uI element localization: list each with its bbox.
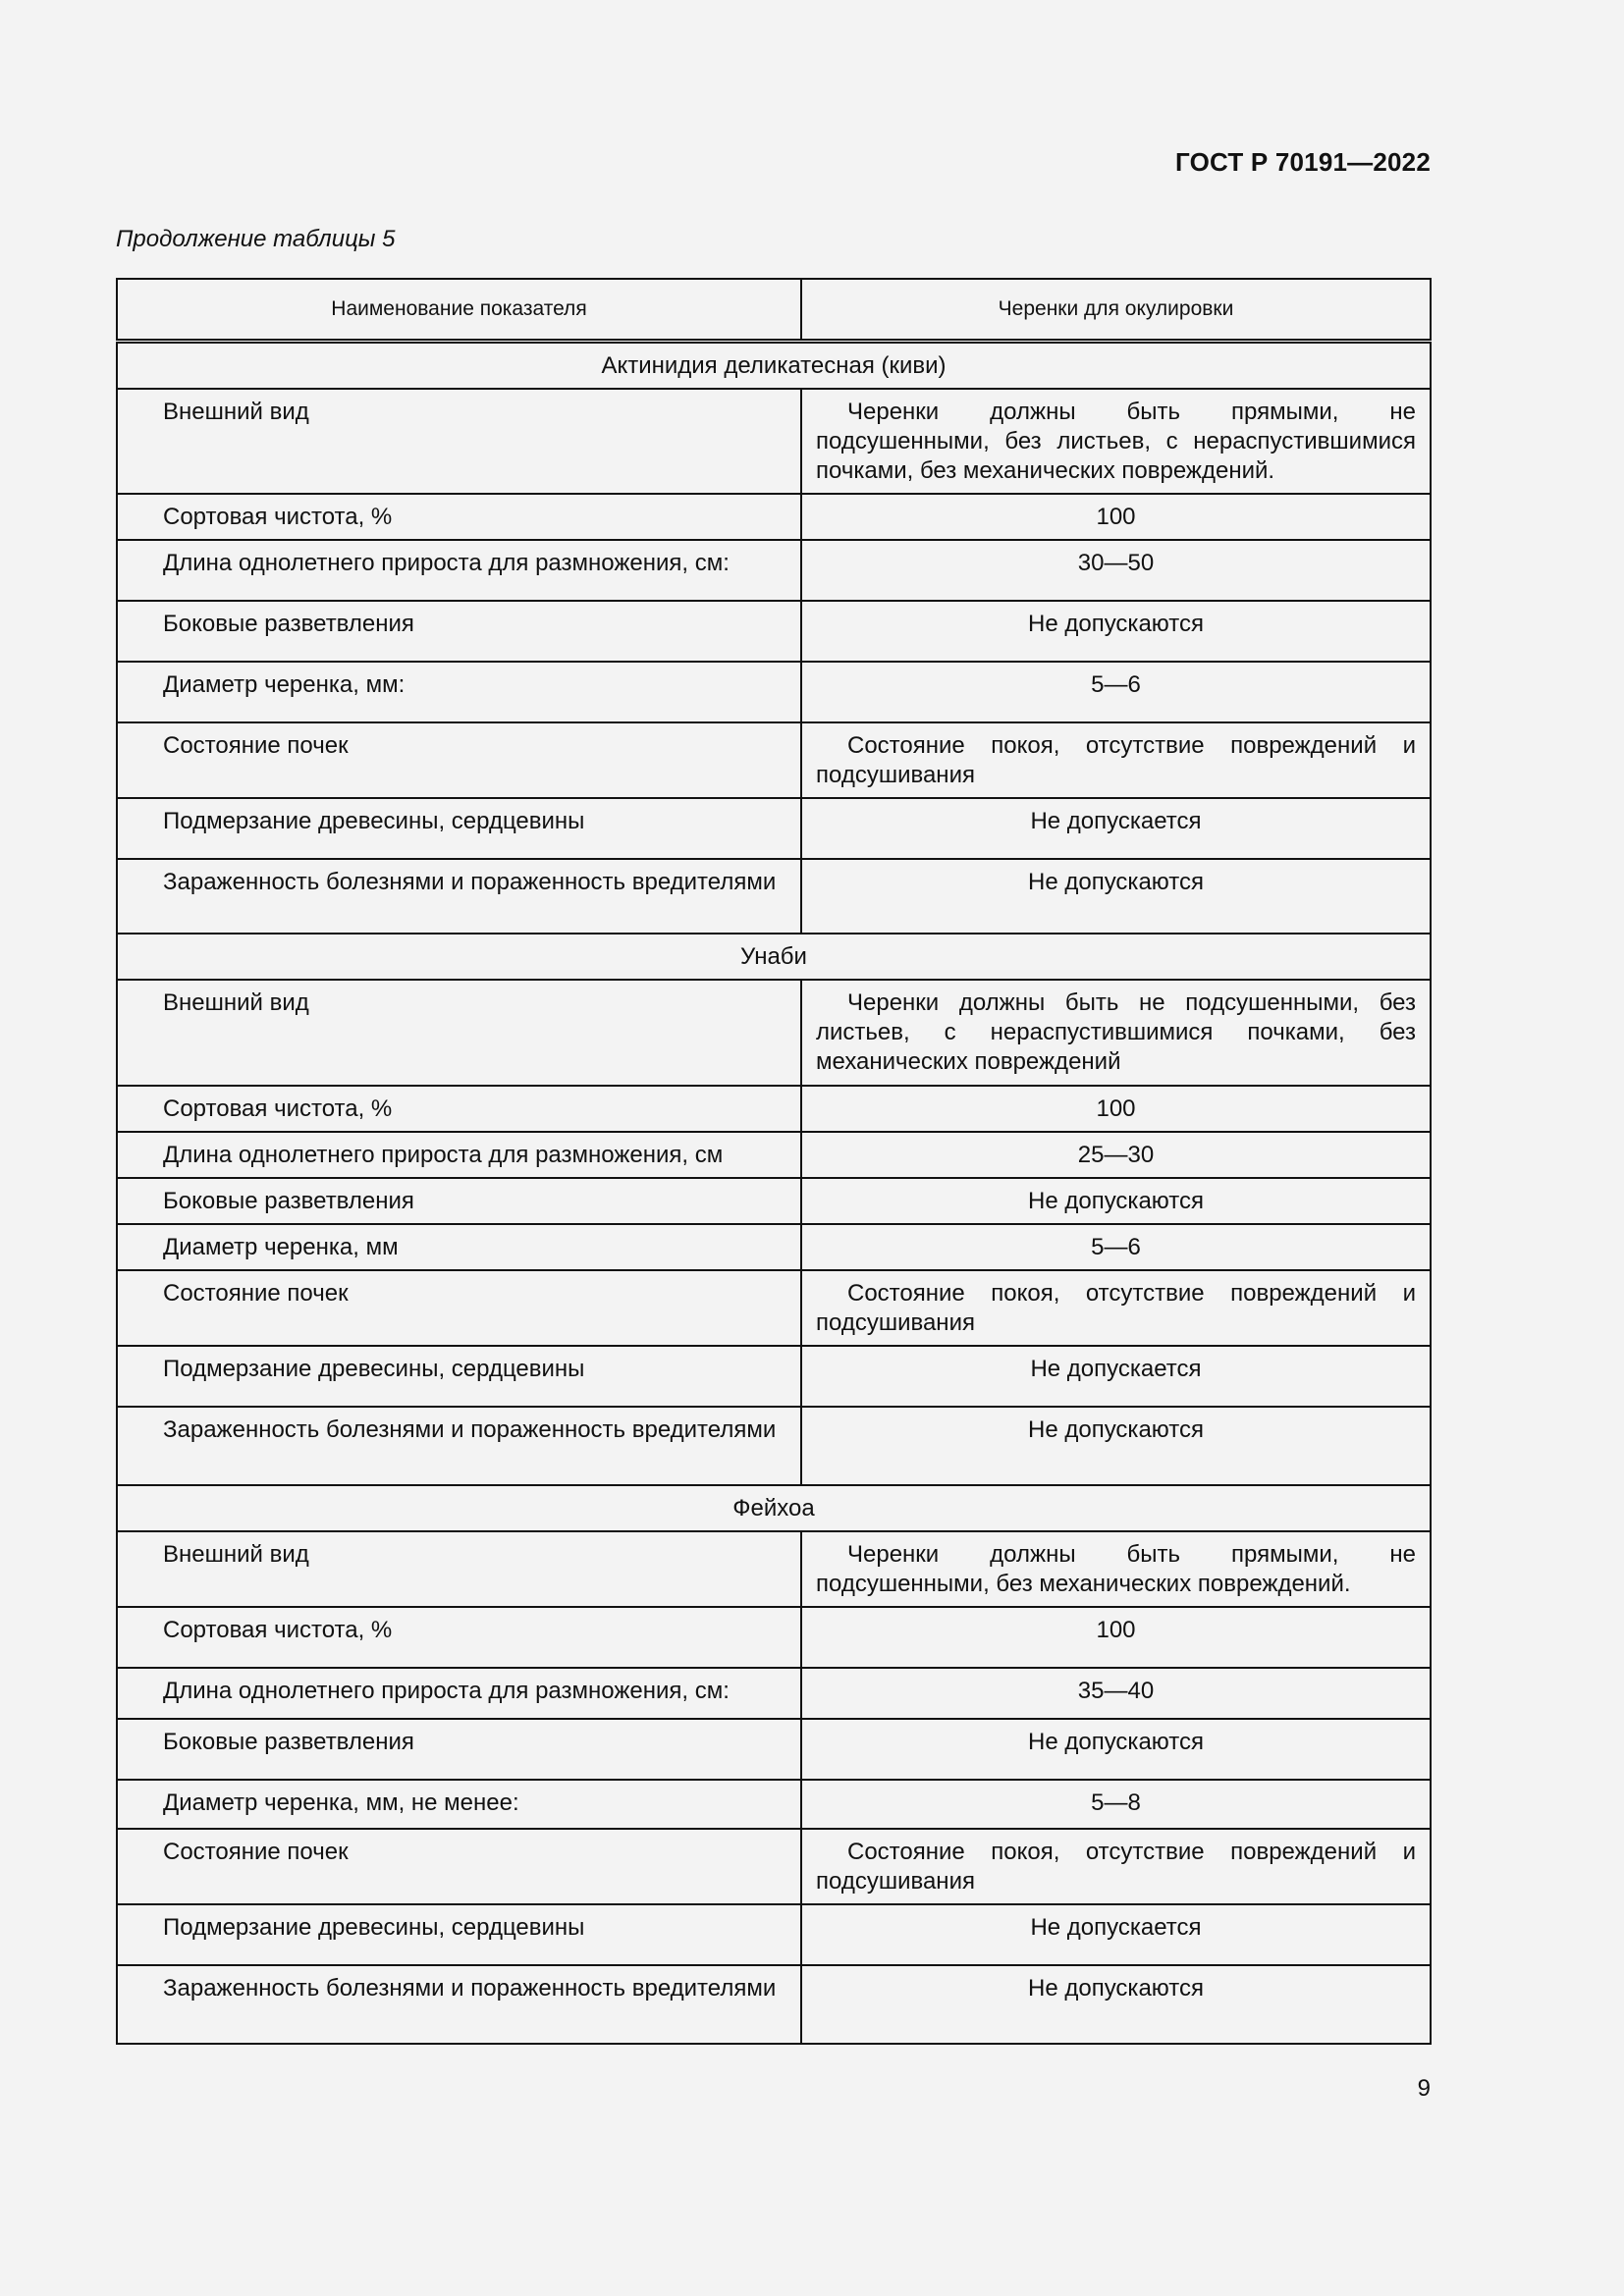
group-title: Фейхоа [117,1485,1431,1531]
indicator-name: Боковые разветвления [117,601,801,662]
indicator-value: 5—6 [801,1224,1431,1270]
table-row [117,1607,1431,1668]
indicators-table [116,278,1432,2045]
table-row [117,494,1431,540]
table-row [117,1531,1431,1607]
indicator-value: 30—50 [801,540,1431,601]
indicator-value: Состояние покоя, отсутствие повреждений и подсушивания [801,722,1431,798]
indicator-value: Состояние покоя, отсутствие повреждений и подсушивания [801,1829,1431,1904]
indicator-value: Не допускается [801,798,1431,859]
indicator-value: Не допускаются [801,601,1431,662]
indicator-name: Зараженность болезнями и пораженность вредителями [117,1407,801,1485]
indicator-value: Черенки должны быть прямыми, не подсушенными, без механических повреждений. [801,1531,1431,1607]
indicator-value: Не допускаются [801,1719,1431,1780]
indicator-name: Диаметр черенка, мм, не менее: [117,1780,801,1829]
group-row [117,342,1431,390]
group-title: Актинидия деликатесная (киви) [117,342,1431,390]
table-row [117,1965,1431,2044]
table-row [117,662,1431,722]
indicator-name: Состояние почек [117,1270,801,1346]
document-code: ГОСТ Р 70191—2022 [1175,147,1431,177]
indicator-name: Внешний вид [117,389,801,494]
indicator-value: Не допускается [801,1904,1431,1965]
indicator-value: 5—6 [801,662,1431,722]
indicator-name: Длина однолетнего прироста для размножения, см: [117,1668,801,1719]
indicator-name: Боковые разветвления [117,1178,801,1224]
table-row [117,1829,1431,1904]
table-row [117,798,1431,859]
group-row [117,1485,1431,1531]
table-caption: Продолжение таблицы 5 [116,226,396,252]
table-row [117,1904,1431,1965]
table-row [117,1178,1431,1224]
indicator-name: Состояние почек [117,1829,801,1904]
indicator-name: Подмерзание древесины, сердцевины [117,1346,801,1407]
indicator-name: Состояние почек [117,722,801,798]
table-header-row [117,279,1431,342]
table-row [117,1780,1431,1829]
indicator-name: Длина однолетнего прироста для размножения, см [117,1132,801,1178]
group-title: Унаби [117,934,1431,980]
indicator-name: Зараженность болезнями и пораженность вредителями [117,859,801,934]
table-row [117,1346,1431,1407]
indicator-value: Не допускаются [801,1965,1431,2044]
indicator-value: Состояние покоя, отсутствие повреждений и подсушивания [801,1270,1431,1346]
page-number: 9 [1417,2075,1431,2102]
table-row [117,1407,1431,1485]
table-row [117,980,1431,1086]
column-header-indicator: Наименование показателя [117,279,801,342]
indicator-value: 5—8 [801,1780,1431,1829]
indicator-name: Внешний вид [117,980,801,1086]
indicator-name: Внешний вид [117,1531,801,1607]
indicator-value: 35—40 [801,1668,1431,1719]
indicator-name: Сортовая чистота, % [117,1607,801,1668]
indicator-name: Зараженность болезнями и пораженность вредителями [117,1965,801,2044]
indicator-value: Не допускается [801,1346,1431,1407]
group-row [117,934,1431,980]
indicator-value: Не допускаются [801,859,1431,934]
indicator-name: Сортовая чистота, % [117,494,801,540]
indicator-name: Подмерзание древесины, сердцевины [117,1904,801,1965]
indicator-value: Не допускаются [801,1407,1431,1485]
table-row [117,601,1431,662]
indicator-name: Подмерзание древесины, сердцевины [117,798,801,859]
table-row [117,1086,1431,1132]
table-row [117,1224,1431,1270]
indicator-value: 25—30 [801,1132,1431,1178]
indicator-value: Не допускаются [801,1178,1431,1224]
indicator-value: 100 [801,494,1431,540]
table-row [117,540,1431,601]
indicator-name: Боковые разветвления [117,1719,801,1780]
indicator-value: Черенки должны быть прямыми, не подсушенными, без листьев, с нераспустившимися почками, без механических повреждений. [801,389,1431,494]
table-row [117,1719,1431,1780]
table-row [117,389,1431,494]
table-row [117,722,1431,798]
indicator-name: Сортовая чистота, % [117,1086,801,1132]
indicator-value: 100 [801,1086,1431,1132]
indicator-name: Длина однолетнего прироста для размножения, см: [117,540,801,601]
indicator-name: Диаметр черенка, мм [117,1224,801,1270]
table-row [117,1270,1431,1346]
indicator-value: Черенки должны быть не подсушенными, без листьев, с нераспустившимися почками, без механических повреждений [801,980,1431,1086]
table-row [117,859,1431,934]
indicator-name: Диаметр черенка, мм: [117,662,801,722]
table-row [117,1132,1431,1178]
column-header-cuttings: Черенки для окулировки [801,279,1431,342]
indicator-value: 100 [801,1607,1431,1668]
table-row [117,1668,1431,1719]
